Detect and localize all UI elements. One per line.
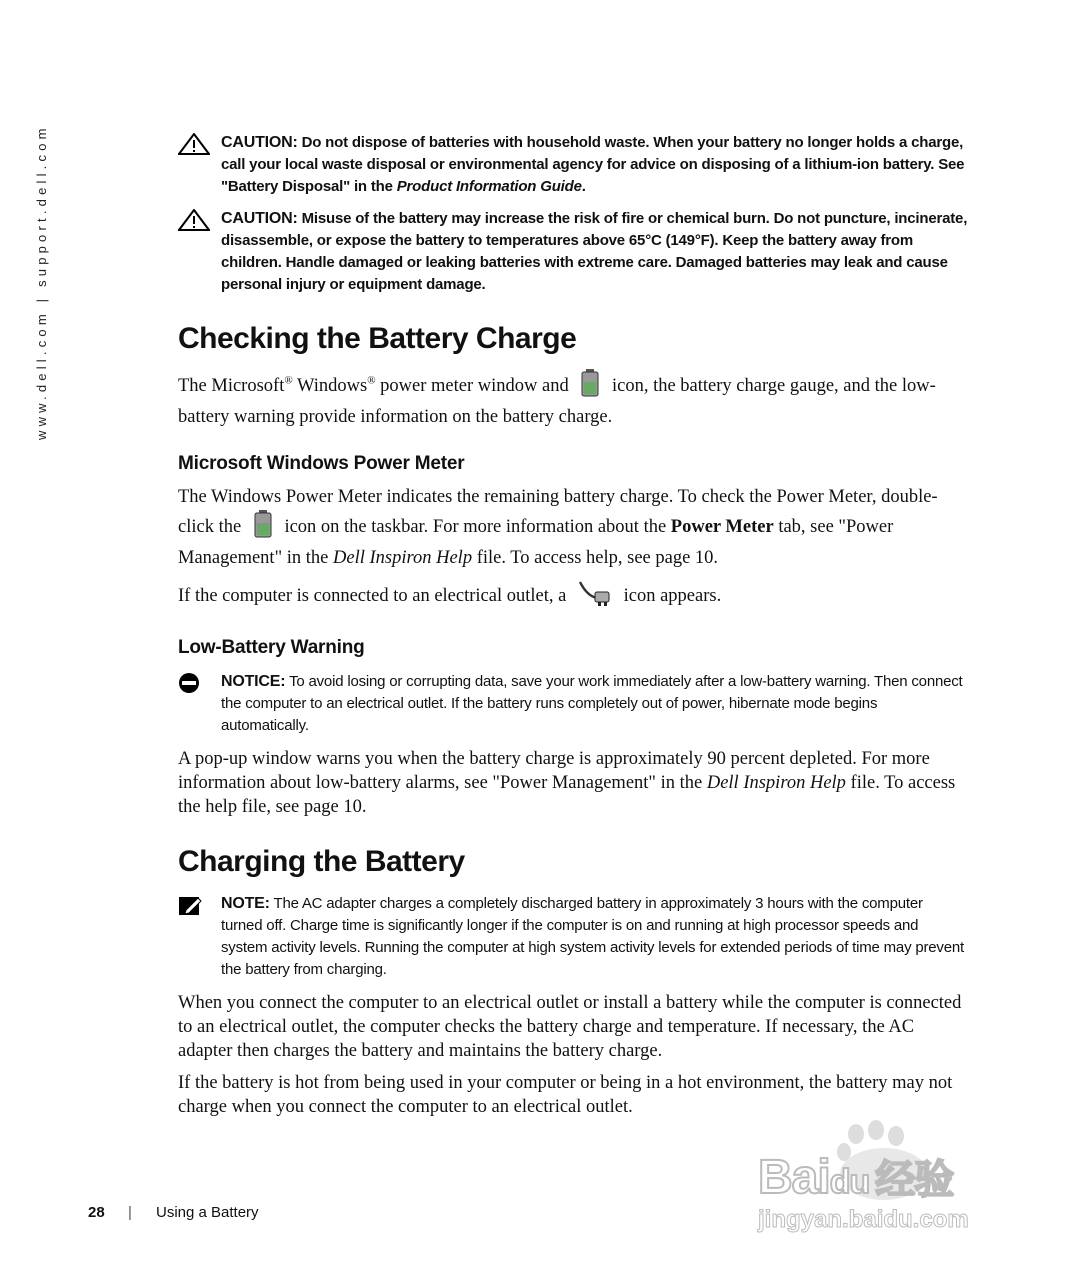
battery-icon	[579, 368, 601, 405]
intro-text-a: The Microsoft	[178, 375, 285, 396]
caution-text: Do not dispose of batteries with household waste. When your battery no longer holds a charge, call your local waste disposal or environmental agency for advice on disposing of a lithium-ion battery. See "Battery Disposal" in the	[221, 134, 965, 195]
caution-text: Misuse of the battery may increase the risk of fire or chemical burn. Do not puncture, incinerate, disassemble, or expose the battery to temperatures above 65°C (149°F). Keep the battery away from children. Handle damaged or leaking batteries with extreme care. Damaged batteries may leak and cause personal injury or equipment damage.	[221, 210, 968, 293]
pm-text-c: tab, see "Power Management" in the	[178, 516, 894, 568]
registered-mark: ®	[284, 374, 293, 387]
intro-text-c: power meter window and	[375, 375, 569, 396]
chapter-name: Using a Battery	[156, 1204, 259, 1221]
notice-label: NOTICE:	[221, 673, 286, 690]
notice-stop-icon	[178, 672, 200, 701]
pm-text-b: icon on the taskbar. For more information about the	[284, 516, 667, 537]
charging-paragraph-1: When you connect the computer to an electrical outlet or install a battery while the computer is connected to an electrical outlet, the computer checks the battery charge and temperature. If necessary, the AC adapter then charges the battery and maintains the battery charge.	[178, 993, 962, 1061]
baidu-watermark	[752, 1120, 1012, 1240]
outlet-text-b: icon appears.	[623, 585, 722, 606]
lb-text-a: A pop-up window warns you when the battery charge is approximately 90 percent depleted. For more information about low-battery alarms, see "Power Management" in the	[178, 749, 930, 793]
page-content	[178, 132, 968, 1119]
section-title-charging: Charging the Battery	[178, 845, 465, 878]
help-file-name: Dell Inspiron Help	[333, 548, 473, 568]
power-meter-tab-name: Power Meter	[670, 516, 774, 537]
caution-2	[178, 208, 968, 296]
help-file-name: Dell Inspiron Help	[706, 773, 846, 793]
outlet-text-a: If the computer is connected to an electrical outlet, a	[178, 585, 567, 606]
note-pencil-icon	[178, 894, 204, 923]
outlet-paragraph	[178, 578, 968, 615]
page-number: 28	[88, 1204, 105, 1221]
caution-triangle-icon	[178, 133, 210, 162]
baidu-brand-a: Bai	[758, 1151, 830, 1204]
subheading-power-meter: Microsoft Windows Power Meter	[178, 453, 465, 474]
baidu-brand	[758, 1148, 953, 1205]
caution-triangle-icon	[178, 209, 210, 238]
side-url: www.dell.com | support.dell.com	[34, 124, 49, 440]
note-text: The AC adapter charges a completely discharged battery in approximately 3 hours with the computer turned off. Charge time is significantly longer if the computer is on and running at high processor speeds and system activity levels. Running the computer at high system activity levels for extended periods of time may prevent the battery from charging.	[221, 895, 964, 978]
caution-guide-title: Product Information Guide	[396, 178, 582, 195]
notice-text: To avoid losing or corrupting data, save your work immediately after a low-battery warning. Then connect the computer to an electrical outlet. If the battery runs completely out of power, hibernate mode begins automatically.	[221, 673, 963, 734]
note-label: NOTE:	[221, 895, 270, 912]
battery-icon	[252, 509, 274, 546]
charging-paragraph-2: If the battery is hot from being used in your computer or being in a hot environment, the battery may not charge when you connect the computer to an electrical outlet.	[178, 1073, 953, 1117]
checking-intro	[178, 368, 968, 429]
subheading-low-battery: Low-Battery Warning	[178, 637, 365, 658]
ac-plug-icon	[577, 578, 613, 615]
lb-text-b: file. To access the help file, see page 10.	[178, 773, 956, 817]
low-battery-paragraph	[178, 747, 968, 819]
section-title-checking: Checking the Battery Charge	[178, 322, 577, 355]
caution-label: CAUTION:	[221, 210, 298, 227]
baidu-brand-cn: 经验	[875, 1158, 954, 1202]
registered-mark: ®	[367, 374, 376, 387]
pm-text-a: The Windows Power Meter indicates the remaining battery charge. To check the Power Meter, double-click the	[178, 487, 938, 537]
baidu-brand-b: du	[829, 1163, 870, 1201]
intro-text-b: Windows	[292, 375, 368, 396]
footer-separator: |	[128, 1204, 132, 1221]
caution-label: CAUTION:	[221, 134, 298, 151]
caution-end: .	[581, 178, 586, 195]
notice-low-battery	[178, 671, 968, 737]
baidu-url: jingyan.baidu.com	[758, 1206, 969, 1233]
pm-text-d: file. To access help, see page 10.	[476, 548, 719, 568]
note-charging	[178, 893, 968, 981]
intro-text-d: icon, the battery charge gauge, and the low-battery warning provide information on the battery charge.	[178, 375, 936, 427]
power-meter-paragraph	[178, 485, 968, 570]
caution-1	[178, 132, 968, 198]
